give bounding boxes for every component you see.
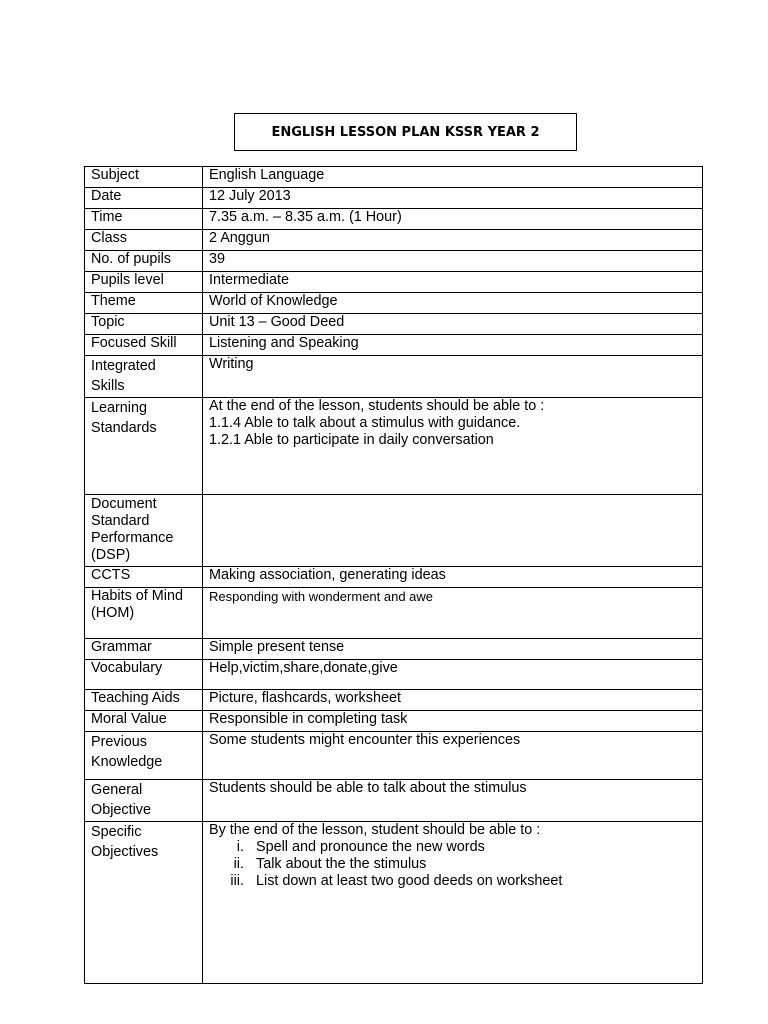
label-line: Integrated (91, 358, 156, 374)
label-dsp (85, 495, 203, 567)
label-line: Habits of Mind (91, 588, 183, 604)
objectives-intro: By the end of the lesson, student should be able to : (209, 822, 541, 838)
title-text: ENGLISH LESSON PLAN KSSR YEAR 2 (271, 124, 540, 140)
objectives-list (209, 839, 696, 890)
label-line: Objectives (91, 844, 159, 860)
value-class: 2 Anggun (203, 230, 703, 251)
list-item-text: List down at least two good deeds on worksheet (256, 873, 563, 889)
value-ccts: Making association, generating ideas (203, 567, 703, 588)
label-learning-standards (85, 398, 203, 495)
label-moral-value: Moral Value (85, 711, 203, 732)
value-hom: Responding with wonderment and awe (203, 588, 703, 639)
value-specific-objectives (203, 822, 703, 984)
list-item (209, 839, 696, 856)
label-ccts: CCTS (85, 567, 203, 588)
value-grammar: Simple present tense (203, 639, 703, 660)
row-topic (85, 314, 703, 335)
standard-line: At the end of the lesson, students should be able to : (209, 398, 545, 414)
label-time: Time (85, 209, 203, 230)
row-date (85, 188, 703, 209)
row-dsp (85, 495, 703, 567)
label-theme: Theme (85, 293, 203, 314)
row-teaching-aids (85, 690, 703, 711)
label-line: Standards (91, 420, 157, 436)
label-class: Class (85, 230, 203, 251)
label-topic: Topic (85, 314, 203, 335)
value-theme: World of Knowledge (203, 293, 703, 314)
row-time (85, 209, 703, 230)
row-subject (85, 167, 703, 188)
list-item-number: iii. (230, 873, 244, 889)
row-general-objective (85, 780, 703, 822)
label-specific-objectives (85, 822, 203, 984)
label-hom (85, 588, 203, 639)
label-date: Date (85, 188, 203, 209)
label-focused-skill: Focused Skill (85, 335, 203, 356)
label-line: General (91, 782, 143, 798)
label-integrated-skills (85, 356, 203, 398)
value-learning-standards (203, 398, 703, 495)
label-line: (HOM) (91, 605, 135, 621)
row-theme (85, 293, 703, 314)
row-focused-skill (85, 335, 703, 356)
list-item-number: i. (236, 839, 244, 855)
label-vocabulary: Vocabulary (85, 660, 203, 690)
list-item (209, 856, 696, 873)
value-moral-value: Responsible in completing task (203, 711, 703, 732)
value-level: Intermediate (203, 272, 703, 293)
row-pupils (85, 251, 703, 272)
value-integrated-skills: Writing (203, 356, 703, 398)
row-hom (85, 588, 703, 639)
label-previous-knowledge (85, 732, 203, 780)
label-line: Specific (91, 824, 142, 840)
row-level (85, 272, 703, 293)
label-line: Skills (91, 378, 125, 394)
row-learning-standards (85, 398, 703, 495)
row-vocabulary (85, 660, 703, 690)
label-line: Knowledge (91, 754, 163, 770)
label-pupils: No. of pupils (85, 251, 203, 272)
value-pupils: 39 (203, 251, 703, 272)
value-focused-skill: Listening and Speaking (203, 335, 703, 356)
value-previous-knowledge: Some students might encounter this experiences (203, 732, 703, 780)
label-teaching-aids: Teaching Aids (85, 690, 203, 711)
value-date: 12 July 2013 (203, 188, 703, 209)
standard-line: 1.1.4 Able to talk about a stimulus with guidance. (209, 415, 521, 431)
row-grammar (85, 639, 703, 660)
row-specific-objectives (85, 822, 703, 984)
row-integrated-skills (85, 356, 703, 398)
label-line: Standard (91, 513, 150, 529)
lesson-plan-title (234, 113, 577, 151)
label-line: Objective (91, 802, 151, 818)
label-line: Performance (91, 530, 174, 546)
list-item-text: Spell and pronounce the new words (256, 839, 485, 855)
list-item (209, 873, 696, 890)
label-grammar: Grammar (85, 639, 203, 660)
label-level: Pupils level (85, 272, 203, 293)
value-vocabulary: Help,victim,share,donate,give (203, 660, 703, 690)
value-topic: Unit 13 – Good Deed (203, 314, 703, 335)
list-item-text: Talk about the the stimulus (256, 856, 427, 872)
row-ccts (85, 567, 703, 588)
standard-line: 1.2.1 Able to participate in daily conversation (209, 432, 494, 448)
value-subject: English Language (203, 167, 703, 188)
label-subject: Subject (85, 167, 203, 188)
list-item-number: ii. (233, 856, 244, 872)
row-previous-knowledge (85, 732, 703, 780)
label-line: Document (91, 496, 157, 512)
label-line: Learning (91, 400, 148, 416)
row-moral-value (85, 711, 703, 732)
value-teaching-aids: Picture, flashcards, worksheet (203, 690, 703, 711)
row-class (85, 230, 703, 251)
value-dsp (203, 495, 703, 567)
label-line: Previous (91, 734, 147, 750)
value-time: 7.35 a.m. – 8.35 a.m. (1 Hour) (203, 209, 703, 230)
label-general-objective (85, 780, 203, 822)
value-general-objective: Students should be able to talk about the stimulus (203, 780, 703, 822)
lesson-plan-table (84, 166, 703, 984)
label-line: (DSP) (91, 547, 131, 563)
